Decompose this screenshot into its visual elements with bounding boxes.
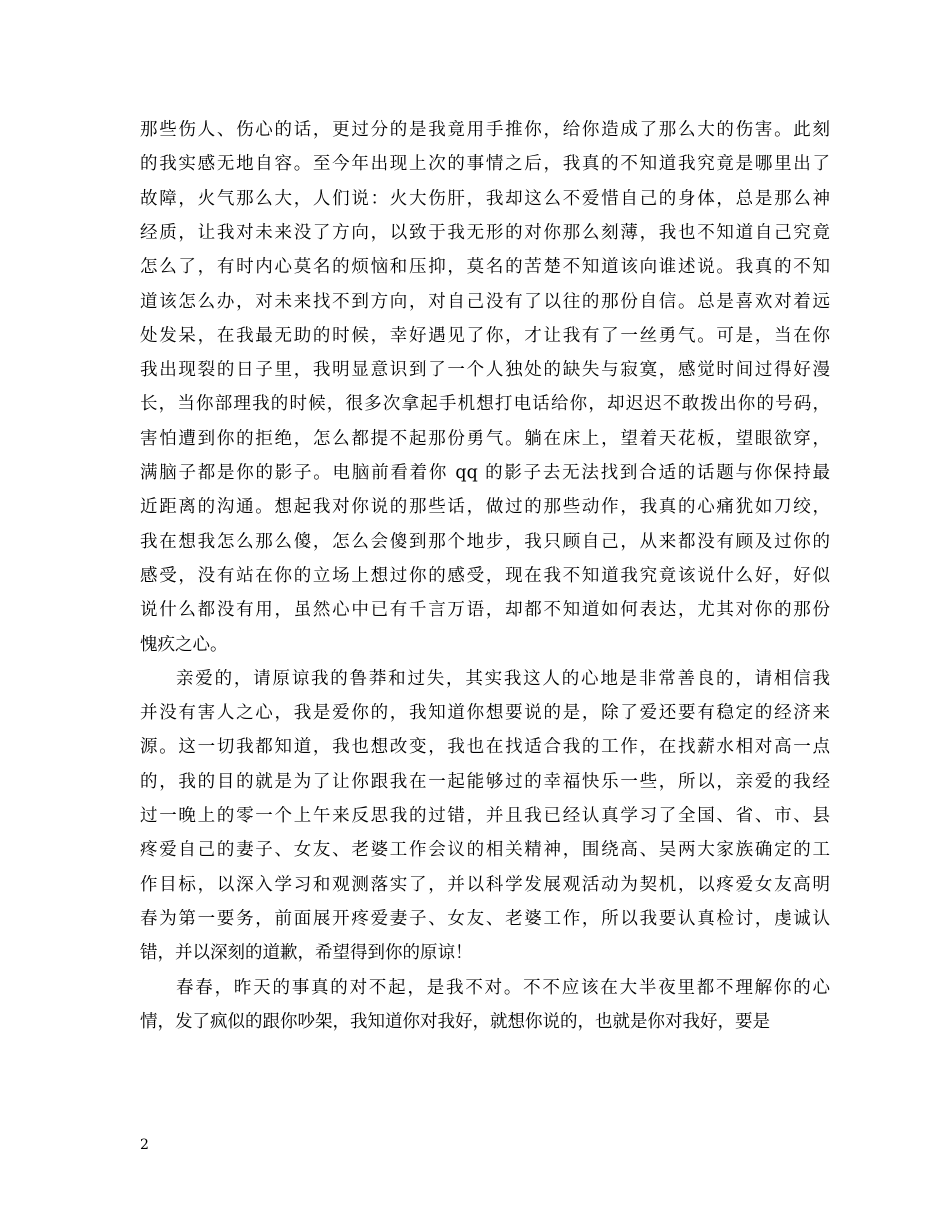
text-line: 害怕遭到你的拒绝，怎么都提不起那份勇气。躺在床上，望着天花板，望眼欲穿， [140, 428, 830, 449]
text-line: 那些伤人、伤心的话，更过分的是我竟用手推你，给你造成了那么大的伤害。此刻 [140, 120, 830, 140]
text-line: 长，当你部理我的时候，很多次拿起手机想打电话给你，却迟迟不敢拨出你的号码， [140, 394, 830, 415]
text-line: 春为第一要务，前面展开疼爱妻子、女友、老婆工作，所以我要认真检讨，虔诚认 [140, 908, 830, 929]
text-line: 怎么了，有时内心莫名的烦恼和压抑，莫名的苦楚不知道该向谁述说。我真的不知 [140, 257, 830, 278]
text-line: 经质，让我对未来没了方向，以致于我无形的对你那么刻薄，我也不知道自己究竟 [140, 222, 830, 243]
text-line: 故障，火气那么大，人们说：火大伤肝，我却这么不爱惜自己的身体，总是那么神 [140, 188, 830, 209]
text-line: 说什么都没有用，虽然心中已有千言万语，却都不知道如何表达，尤其对你的那份 [140, 600, 830, 621]
text-line: 我在想我怎么那么傻，怎么会傻到那个地步，我只顾自己，从来都没有顾及过你的 [140, 531, 830, 552]
text-line: 的我实感无地自容。至今年出现上次的事情之后，我真的不知道我究竟是哪里出了 [140, 154, 830, 175]
page-number: 2 [140, 1137, 149, 1153]
text-line: 近距离的沟通。想起我对你说的那些话，做过的那些动作，我真的心痛犹如刀绞， [140, 497, 830, 518]
text-line: 过一晚上的零一个上午来反思我的过错，并且我已经认真学习了全国、省、市、县 [140, 806, 830, 826]
text-line: 亲爱的，请原谅我的鲁莽和过失，其实我这人的心地是非常善良的，请相信我 [176, 668, 830, 689]
text-line: 道该怎么办，对未来找不到方向，对自己没有了以往的那份自信。总是喜欢对着远 [140, 291, 830, 312]
text-line: 作目标，以深入学习和观测落实了，并以科学发展观活动为契机，以疼爱女友高明 [140, 874, 830, 895]
text-line: 错，并以深刻的道歉，希望得到你的原谅！ [140, 943, 473, 964]
text-line: 处发呆，在我最无助的时候，幸好遇见了你，才让我有了一丝勇气。可是，当在你 [140, 325, 830, 346]
text-line: 满脑子都是你的影子。电脑前看着你 qq 的影子去无法找到合适的话题与你保持最 [140, 463, 830, 483]
text-line: 愧疚之心。 [140, 634, 228, 655]
text-line: 的，我的目的就是为了让你跟我在一起能够过的幸福快乐一些，所以，亲爱的我经 [140, 771, 830, 792]
text-line: 我出现裂的日子里，我明显意识到了一个人独处的缺失与寂寞，感觉时间过得好漫 [140, 360, 830, 381]
text-line: 源。这一切我都知道，我也想改变，我也在找适合我的工作，在找薪水相对高一点 [140, 737, 830, 758]
text-line: 春春，昨天的事真的对不起，是我不对。不不应该在大半夜里都不理解你的心 [176, 977, 830, 998]
text-line: 情，发了疯似的跟你吵架，我知道你对我好，就想你说的，也就是你对我好，要是 [140, 1011, 770, 1032]
text-line: 感受，没有站在你的立场上想过你的感受，现在我不知道我究竟该说什么好，好似 [140, 565, 830, 586]
text-line: 疼爱自己的妻子、女友、老婆工作会议的相关精神，围绕高、吴两大家族确定的工 [140, 840, 830, 861]
text-line: 并没有害人之心，我是爱你的，我知道你想要说的是，除了爱还要有稳定的经济来 [140, 703, 830, 724]
